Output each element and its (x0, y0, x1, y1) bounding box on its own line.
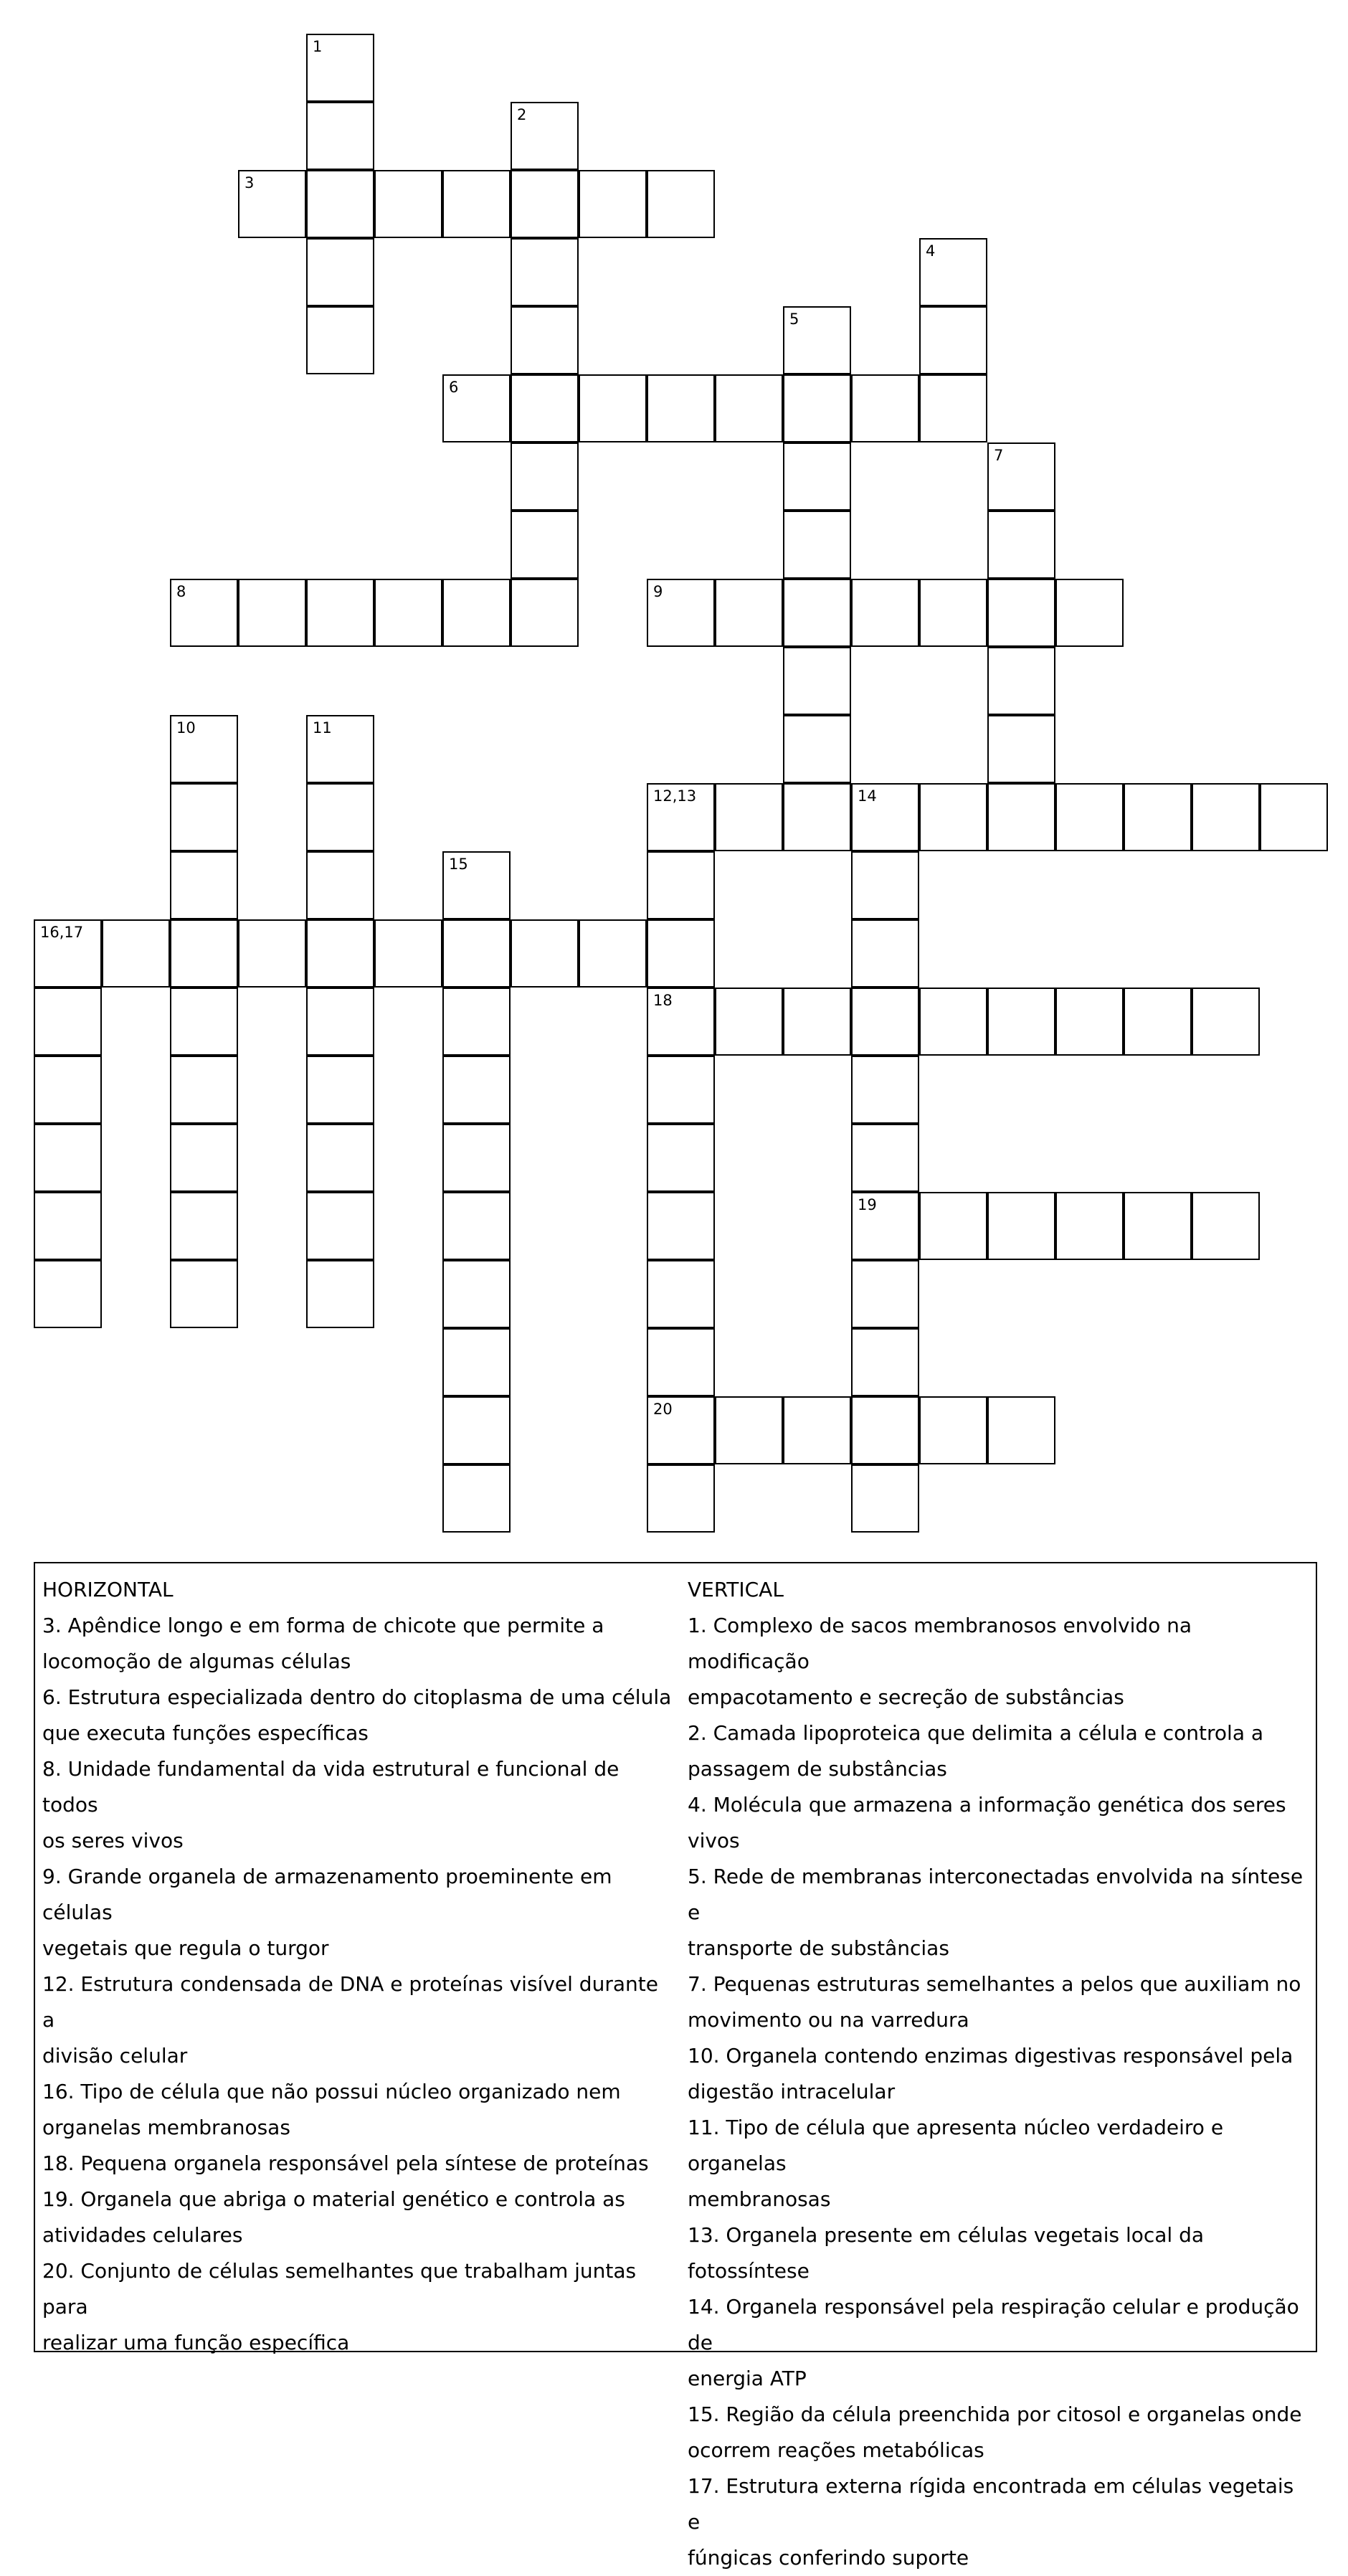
grid-cell[interactable] (919, 988, 987, 1056)
grid-cell[interactable] (851, 1464, 919, 1533)
grid-cell[interactable] (511, 579, 579, 647)
down-clue-line: digestão intracelular (688, 2080, 896, 2103)
grid-cell[interactable] (511, 306, 579, 374)
clue-number: 18 (653, 992, 673, 1009)
grid-cell[interactable] (851, 1192, 919, 1260)
clue-number: 16,17 (40, 924, 84, 941)
across-clue-line: 9. Grande organela de armazenamento proeminente em células (42, 1865, 612, 1924)
grid-cell[interactable] (1055, 783, 1124, 851)
grid-cell[interactable] (1055, 1192, 1124, 1260)
grid-cell[interactable] (238, 170, 306, 238)
grid-cell[interactable] (919, 374, 987, 442)
grid-cell[interactable] (987, 511, 1055, 579)
down-clue-line: 15. Região da célula preenchida por citosol e organelas onde (688, 2402, 1302, 2426)
grid-cell[interactable] (511, 442, 579, 511)
grid-cell[interactable] (987, 715, 1055, 783)
grid-cell[interactable] (647, 1464, 715, 1533)
down-clue-line: ocorrem reações metabólicas (688, 2438, 984, 2462)
grid-cell[interactable] (511, 374, 579, 442)
grid-cell[interactable] (851, 1328, 919, 1396)
grid-cell[interactable] (987, 442, 1055, 511)
grid-cell[interactable] (647, 1192, 715, 1260)
grid-cell[interactable] (442, 1056, 511, 1124)
grid-cell[interactable] (442, 851, 511, 919)
grid-cell[interactable] (647, 919, 715, 988)
grid-cell[interactable] (919, 238, 987, 306)
grid-cell[interactable] (647, 1124, 715, 1192)
grid-cell[interactable] (851, 1124, 919, 1192)
down-clue-line: 1. Complexo de sacos membranosos envolvido na modificação (688, 1614, 1192, 1673)
down-clue-line: 2. Camada lipoproteica que delimita a célula e controla a (688, 1721, 1264, 1745)
grid-cell[interactable] (715, 783, 783, 851)
grid-cell[interactable] (306, 1056, 374, 1124)
down-clue-line: membranosas (688, 2187, 831, 2211)
grid-cell[interactable] (647, 988, 715, 1056)
down-clue-line: 13. Organela presente em células vegetais local da fotossíntese (688, 2223, 1205, 2283)
grid-cell[interactable] (306, 34, 374, 102)
across-clue-line: realizar uma função específica (42, 2331, 350, 2354)
across-clue-line: locomoção de algumas células (42, 1649, 351, 1673)
grid-cell[interactable] (715, 988, 783, 1056)
grid-cell[interactable] (306, 579, 374, 647)
grid-cell[interactable] (442, 988, 511, 1056)
grid-cell[interactable] (851, 579, 919, 647)
clue-number: 5 (789, 311, 799, 328)
grid-cell[interactable] (170, 919, 238, 988)
down-clue-line: 17. Estrutura externa rígida encontrada em células vegetais e (688, 2474, 1294, 2534)
grid-cell[interactable] (306, 919, 374, 988)
grid-cell[interactable] (783, 988, 851, 1056)
grid-cell[interactable] (442, 919, 511, 988)
across-clue-line: os seres vivos (42, 1829, 184, 1852)
across-clue-line: 3. Apêndice longo e em forma de chicote que permite a (42, 1614, 604, 1637)
down-clue-line: 5. Rede de membranas interconectadas envolvida na síntese e (688, 1865, 1304, 1924)
grid-cell[interactable] (919, 579, 987, 647)
grid-cell[interactable] (987, 988, 1055, 1056)
grid-cell[interactable] (511, 238, 579, 306)
clue-number: 15 (449, 856, 468, 873)
grid-cell[interactable] (647, 851, 715, 919)
down-clue-line: movimento ou na varredura (688, 2008, 969, 2032)
across-list (42, 1608, 673, 2361)
grid-cell[interactable] (987, 1396, 1055, 1464)
grid-cell[interactable] (1192, 988, 1260, 1056)
grid-cell[interactable] (783, 511, 851, 579)
down-clue-line: 11. Tipo de célula que apresenta núcleo verdadeiro e organelas (688, 2116, 1224, 2175)
grid-cell[interactable] (102, 919, 170, 988)
clue-number: 2 (517, 106, 527, 123)
clue-number: 9 (653, 583, 663, 600)
grid-cell[interactable] (851, 988, 919, 1056)
across-clue-line: que executa funções específicas (42, 1721, 369, 1745)
clues-box (34, 1562, 1317, 2570)
grid-cell[interactable] (306, 1260, 374, 1328)
grid-cell[interactable] (511, 919, 579, 988)
down-clue-line: 14. Organela responsável pela respiração celular e produção de (688, 2295, 1299, 2354)
grid-cell[interactable] (919, 306, 987, 374)
grid-cell[interactable] (34, 1124, 102, 1192)
clue-number: 10 (176, 719, 196, 737)
across-title: HORIZONTAL (42, 1578, 174, 1601)
clue-number: 4 (926, 242, 936, 260)
grid-cell[interactable] (1124, 1192, 1192, 1260)
down-clue-line: 10. Organela contendo enzimas digestivas responsável pela (688, 2044, 1294, 2068)
grid-cell[interactable] (511, 170, 579, 238)
clue-number: 6 (449, 379, 459, 396)
grid-cell[interactable] (170, 1260, 238, 1328)
grid-cell[interactable] (1055, 579, 1124, 647)
grid-cell[interactable] (715, 374, 783, 442)
clue-number: 11 (313, 719, 332, 737)
grid-cell[interactable] (34, 1192, 102, 1260)
grid-cell[interactable] (1192, 1192, 1260, 1260)
down-title: VERTICAL (688, 1578, 784, 1601)
grid-cell[interactable] (442, 1396, 511, 1464)
grid-cell[interactable] (1124, 988, 1192, 1056)
grid-cell[interactable] (1055, 988, 1124, 1056)
grid-cell[interactable] (34, 988, 102, 1056)
grid-cell[interactable] (851, 1056, 919, 1124)
grid-cell[interactable] (306, 783, 374, 851)
grid-cell[interactable] (170, 1124, 238, 1192)
across-clues (42, 1572, 673, 2361)
grid-cell[interactable] (238, 919, 306, 988)
across-clue-line: 6. Estrutura especializada dentro do citoplasma de uma célula (42, 1685, 672, 1709)
grid-cell[interactable] (647, 1396, 715, 1464)
clue-number: 1 (313, 38, 323, 55)
grid-cell[interactable] (306, 1192, 374, 1260)
grid-cell[interactable] (579, 374, 647, 442)
grid-cell[interactable] (783, 442, 851, 511)
grid-cell[interactable] (647, 1056, 715, 1124)
grid-cell[interactable] (783, 647, 851, 715)
grid-cell[interactable] (647, 1328, 715, 1396)
across-clue-line: 20. Conjunto de células semelhantes que trabalham juntas para (42, 2259, 637, 2319)
grid-cell[interactable] (306, 988, 374, 1056)
grid-cell[interactable] (374, 919, 442, 988)
grid-cell[interactable] (783, 579, 851, 647)
grid-cell[interactable] (579, 919, 647, 988)
grid-cell[interactable] (715, 1396, 783, 1464)
grid-cell[interactable] (34, 1056, 102, 1124)
grid-cell[interactable] (851, 919, 919, 988)
grid-cell[interactable] (783, 1396, 851, 1464)
grid-cell[interactable] (919, 1396, 987, 1464)
grid-cell[interactable] (647, 374, 715, 442)
across-clue-line: atividades celulares (42, 2223, 243, 2247)
grid-cell[interactable] (306, 306, 374, 374)
grid-cell[interactable] (715, 579, 783, 647)
down-clue-line: passagem de substâncias (688, 1757, 947, 1781)
grid-cell[interactable] (783, 783, 851, 851)
across-clue-line: 12. Estrutura condensada de DNA e proteínas visível durante a (42, 1972, 658, 2032)
grid-cell[interactable] (374, 170, 442, 238)
down-clue-line: energia ATP (688, 2367, 807, 2390)
grid-cell[interactable] (1124, 783, 1192, 851)
grid-cell[interactable] (34, 919, 102, 988)
grid-cell[interactable] (987, 1192, 1055, 1260)
clue-number: 19 (858, 1196, 877, 1213)
grid-cell[interactable] (851, 1396, 919, 1464)
grid-cell[interactable] (647, 1260, 715, 1328)
grid-cell[interactable] (170, 1056, 238, 1124)
across-clue-line: 19. Organela que abriga o material genético e controla as (42, 2187, 625, 2211)
grid-cell[interactable] (34, 1260, 102, 1328)
grid-cell[interactable] (170, 988, 238, 1056)
grid-cell[interactable] (442, 579, 511, 647)
down-clue-line: transporte de substâncias (688, 1936, 949, 1960)
grid-cell[interactable] (442, 1260, 511, 1328)
grid-cell[interactable] (170, 1192, 238, 1260)
grid-cell[interactable] (579, 170, 647, 238)
across-clue-line: 16. Tipo de célula que não possui núcleo organizado nem (42, 2080, 621, 2103)
grid-cell[interactable] (851, 783, 919, 851)
across-clue-line: 8. Unidade fundamental da vida estrutural e funcional de todos (42, 1757, 620, 1817)
grid-cell[interactable] (442, 1124, 511, 1192)
grid-cell[interactable] (442, 1192, 511, 1260)
down-clue-line: fúngicas conferindo suporte (688, 2546, 969, 2570)
grid-cell[interactable] (170, 783, 238, 851)
down-clue-line: 7. Pequenas estruturas semelhantes a pelos que auxiliam no (688, 1972, 1301, 1996)
grid-cell[interactable] (170, 715, 238, 783)
grid-cell[interactable] (851, 374, 919, 442)
grid-cell[interactable] (306, 170, 374, 238)
down-clue-line: 4. Molécula que armazena a informação genética dos seres vivos (688, 1793, 1286, 1852)
clue-number: 8 (176, 583, 186, 600)
grid-cell[interactable] (442, 374, 511, 442)
grid-cell[interactable] (1260, 783, 1328, 851)
clue-number: 3 (245, 174, 255, 191)
grid-cell[interactable] (987, 647, 1055, 715)
grid-cell[interactable] (919, 783, 987, 851)
grid-cell[interactable] (851, 851, 919, 919)
across-clue-line: organelas membranosas (42, 2116, 290, 2139)
clue-number: 14 (858, 787, 877, 805)
grid-cell[interactable] (647, 579, 715, 647)
grid-cell[interactable] (170, 579, 238, 647)
grid-cell[interactable] (238, 579, 306, 647)
grid-cell[interactable] (987, 783, 1055, 851)
grid-cell[interactable] (306, 1124, 374, 1192)
clue-number: 12,13 (653, 787, 697, 805)
grid-cell[interactable] (306, 238, 374, 306)
down-clues (688, 1572, 1311, 2576)
grid-cell[interactable] (783, 715, 851, 783)
grid-cell[interactable] (306, 715, 374, 783)
grid-cell[interactable] (306, 851, 374, 919)
down-clue-line: empacotamento e secreção de substâncias (688, 1685, 1124, 1709)
grid-cell[interactable] (442, 1464, 511, 1533)
across-clue-line: vegetais que regula o turgor (42, 1936, 329, 1960)
grid-cell[interactable] (511, 102, 579, 170)
grid-cell[interactable] (442, 1328, 511, 1396)
grid-cell[interactable] (783, 374, 851, 442)
grid-cell[interactable] (987, 579, 1055, 647)
across-clue-line: 18. Pequena organela responsável pela síntese de proteínas (42, 2151, 649, 2175)
grid-cell[interactable] (783, 306, 851, 374)
grid-cell[interactable] (306, 102, 374, 170)
grid-cell[interactable] (374, 579, 442, 647)
down-list (688, 1608, 1311, 2576)
grid-cell[interactable] (170, 851, 238, 919)
grid-cell[interactable] (442, 170, 511, 238)
grid-cell[interactable] (851, 1260, 919, 1328)
across-clue-line: divisão celular (42, 2044, 188, 2068)
grid-cell[interactable] (647, 783, 715, 851)
grid-cell[interactable] (919, 1192, 987, 1260)
clue-number: 7 (994, 447, 1004, 464)
grid-cell[interactable] (511, 511, 579, 579)
grid-cell[interactable] (647, 170, 715, 238)
clue-number: 20 (653, 1401, 673, 1418)
grid-cell[interactable] (1192, 783, 1260, 851)
